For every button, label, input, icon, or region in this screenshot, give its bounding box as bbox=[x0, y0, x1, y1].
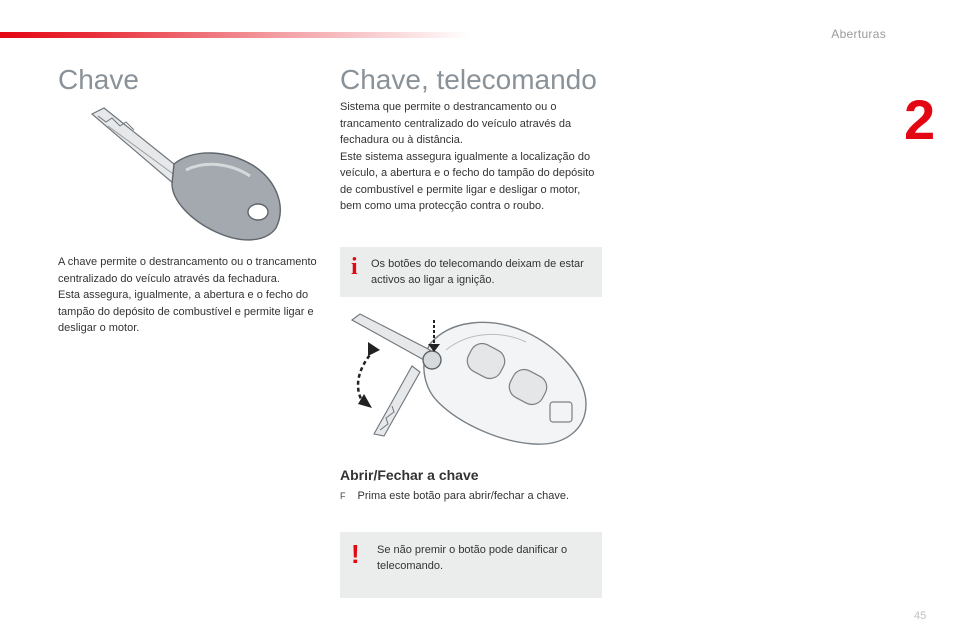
warning-note bbox=[340, 532, 602, 598]
info-note-text: Os botões do telecomando deixam de estar activos ao ligar a ignição. bbox=[371, 258, 584, 286]
remote-description-text: Sistema que permite o destrancamento ou o trancamento centralizado do veículo através da fechadura ou à distância. Este sistema assegura igualmente a localização do veículo, a abertura e o fecho do tampão do depósito de combustível e permite ligar e desligar o motor, bem como uma protecção contra o roubo. bbox=[340, 101, 595, 212]
warning-icon: ! bbox=[351, 539, 360, 569]
remote-body bbox=[424, 322, 586, 444]
header-accent-bar bbox=[0, 32, 470, 38]
instruction-bullet bbox=[340, 490, 569, 502]
key-description-text: A chave permite o destrancamento ou o trancamento centralizado do veículo através da fechadura. Esta assegura, igualmente, a abertura e o fecho do tampão do depósito de combustível e permite ligar e desligar o motor. bbox=[58, 256, 317, 334]
page-title-chave: Chave bbox=[58, 64, 139, 95]
page-number: 45 bbox=[914, 610, 927, 622]
info-note bbox=[340, 247, 602, 297]
release-button-icon bbox=[423, 351, 441, 369]
warning-note-text: Se não premir o botão pode danificar o telecomando. bbox=[377, 544, 568, 572]
fold-arrow-icon bbox=[358, 342, 380, 408]
subheading-open-close: Abrir/Fechar a chave bbox=[340, 467, 479, 483]
key-blade bbox=[92, 108, 184, 184]
remote-description bbox=[340, 99, 602, 215]
info-icon: i bbox=[351, 254, 358, 280]
folding-blade bbox=[352, 314, 430, 436]
bullet-marker: F bbox=[340, 491, 346, 501]
chapter-number: 2 bbox=[904, 88, 936, 151]
key-illustration bbox=[86, 104, 296, 244]
remote-key-illustration bbox=[350, 306, 590, 456]
section-name: Aberturas bbox=[831, 27, 886, 41]
key-description bbox=[58, 254, 326, 337]
key-head bbox=[172, 153, 280, 240]
page-title-chave-telecomando: Chave, telecomando bbox=[340, 64, 597, 95]
instruction-text: Prima este botão para abrir/fechar a chave. bbox=[357, 490, 570, 502]
